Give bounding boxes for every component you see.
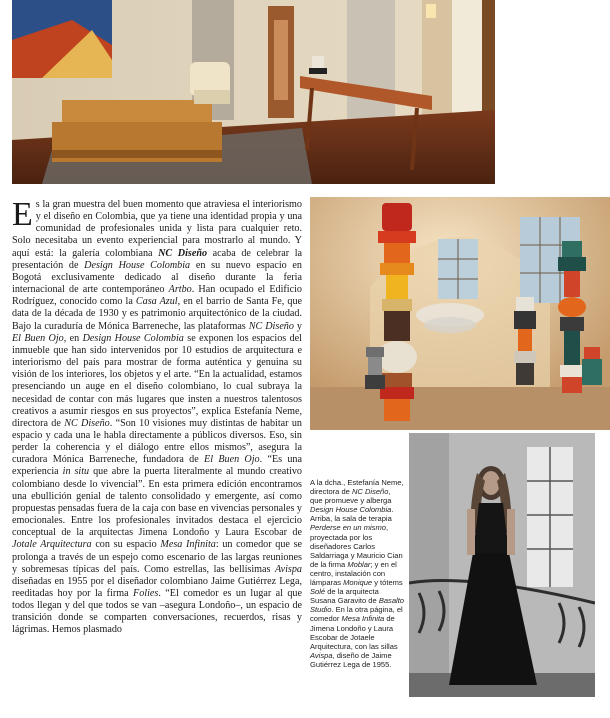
top-interior-photo	[12, 0, 495, 184]
totem-sculptures-photo	[310, 197, 610, 430]
drop-cap: E	[12, 199, 33, 233]
portrait-photo	[409, 433, 595, 697]
interior-living-room-photo	[12, 0, 495, 184]
photo-caption: A la dcha., Estefanía Neme, directora de NC Diseño, que promueve y alberga Design House Colombia. Arriba, la sala de terapia Perderse en un mismo, proyectada por los diseñadores Carlos Saldarriaga y Mauricio Cian de la firma Moblar; y en el centro, instalación con lámparas Monique y tótems Solé de la arquitecta Susana Garavito de Basalto Studio. En la otra página, el comedor Mesa Infinita de Jimena Londoño y Laura Escobar de Jotaele Arquitectura, con las sillas Avispa, diseño de Jaime Gutiérrez Lega de 1955.	[310, 478, 404, 669]
article-paragraph: Es la gran muestra del buen momento que atraviesa el interiorismo y el diseño en Colombia, que ya tiene una identidad propia y una comunidad de profesionales unida y lista para cualquier reto. Solo necesitaba un evento experiencial para mostrarlo al mundo. Y aquí está: la galería colombiana NC Diseño acaba de celebrar la presentación de Design House Colombia en su nuevo espacio en Bogotá exclusivamente dedicado al diseño durante la feria internacional de arte contemporáneo Artbo. Han ocupado el Edificio Rodríguez, conocido como la Casa Azul, en el barrio de Santa Fe, que data de la década de 1930 y es patrimonio arquitectónico de la ciudad. Bajo la curaduría de Mónica Barreneche, las plataformas NC Diseño y El Buen Ojo, en Design House Colombia se exponen los espacios del inmueble que han sido intervenidos por 10 estudios de arquitectura e interiorismo del país para mostrar de forma auténtica y genuina su visión de los interiores, los objetos y el arte. “En la actualidad, estamos presenciando un auge en el diseño colombiano, lo cual subraya la necesidad de contar con más lugares que insten a nuestros talentosos creativos a asumir riesgos en sus proyectos”, explica Estefanía Neme, directora de NC Diseño. “Son 10 visiones muy distintas de habitar un espacio y cada una le habla directamente a públicos diversos. Eso, sin perder la coherencia y el diálogo entre ellos mismos”, asegura la curadora Mónica Barreneche, fundadora de El Buen Ojo. “Es una experiencia in situ que abre la puerta literalmente al mundo creativo colombiano desde lo vivencial”. En esta primera edición encontramos una ebullición genial de talento consolidado y emergente, así como propuestas pensadas fuera de la caja con base en vivencias personales y emocionales. Entre los profesionales invitados destaca el ejercicio conceptual de la arquitectas Jimena Londoño y Laura Escobar de Jotale Arquitectura con su espacio Mesa Infinita: un comedor que se prolonga a través de un espejo como escenario de las largas reuniones y sobremesas típicas del país. Como estrellas, las bellísimas Avispa diseñadas en 1955 por el diseñador colombiano Jaime Gutiérrez Lega, reeditadas hoy por la firma Folies. “El comedor es un lugar al que todos llegan y del que todos se van –asegura Londoño–, un espacio de transición donde se comparten conversaciones, recuerdos, risas y lágrimas. Hemos plasmado	[12, 199, 302, 636]
article-body	[12, 199, 302, 711]
right-totems-photo	[310, 197, 610, 430]
portrait-photo-estefania-neme	[409, 433, 595, 697]
